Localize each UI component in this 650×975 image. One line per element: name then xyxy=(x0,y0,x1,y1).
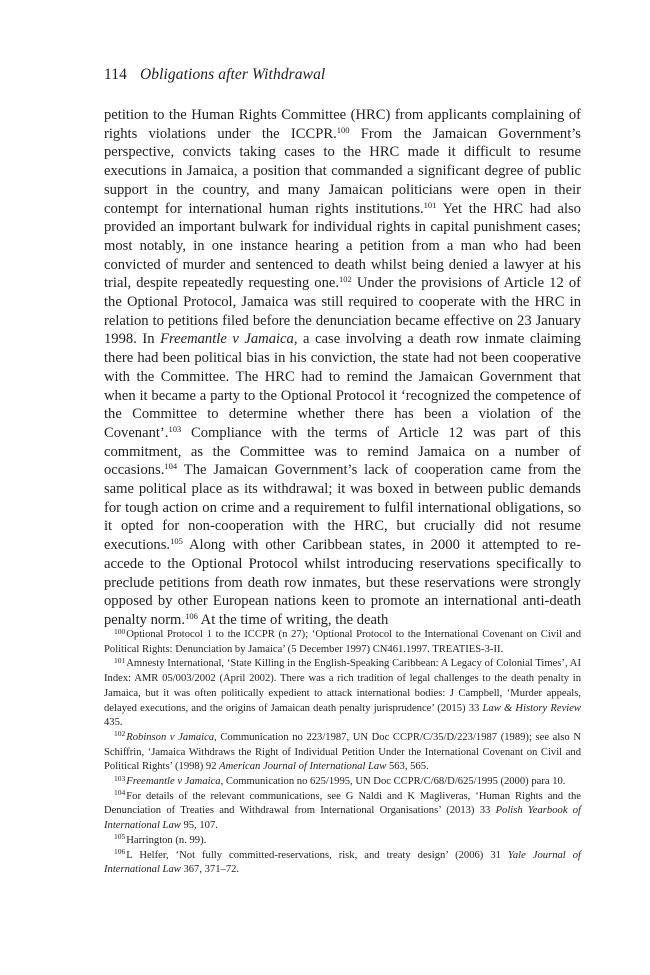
footnote-text: 563, 565. xyxy=(386,761,429,773)
footnote-text: Harrington (n. 99). xyxy=(126,834,207,846)
journal-title: Yale Journal of International Law xyxy=(104,849,581,876)
footnote-105 xyxy=(104,834,581,849)
footnote-text: For details of the relevant communications, see G Naldi and K Magliveras, ‘Human Rights and the Denunciation of Treaties and Withdrawal from International Organisations’ (2013) 33 xyxy=(104,790,581,817)
body-paragraph xyxy=(104,106,581,630)
footnote-text: 95, 107. xyxy=(180,820,218,832)
footnote-text: , Communication no 223/1987, UN Doc CCPR/C/35/D/223/1987 (1989); see also N Schiffrin, ‘Jamaica Withdraws the Right of Individual Petition Under the International Covenant on Civil and Political Rights’ (1998) 92 xyxy=(104,731,581,773)
case-name: Freemantle v Jamaica xyxy=(160,331,294,348)
footnote-marker: 104 xyxy=(114,788,126,798)
footnote-ref-100[interactable]: 100 xyxy=(336,124,350,135)
footnote-102 xyxy=(104,731,581,775)
running-title: Obligations after Withdrawal xyxy=(139,66,326,83)
sentence: petition to the Human Rights Committee (HRC) from applicants complaining of rights violations under the ICCPR. xyxy=(104,107,581,142)
footnote-101 xyxy=(104,657,581,731)
footnote-ref-103[interactable]: 103 xyxy=(168,423,182,434)
sentence: Compliance with the terms of Article 12 was part of this commitment, as the Committee was to remind Jamaica on a number of occasions. xyxy=(104,424,581,479)
footnote-104 xyxy=(104,790,581,834)
sentence: From the Jamaican Government’s perspective, convicts taking cases to the HRC made it difficult to resume executions in Jamaica, a position that commanded a significant degree of public support in the country, and many Jamaican politicians were open in their contempt for international human rights institutions. xyxy=(104,125,581,217)
journal-title: Polish Yearbook of International Law xyxy=(104,805,582,832)
footnote-marker: 106 xyxy=(114,847,126,857)
footnotes xyxy=(104,628,581,878)
main-text xyxy=(104,106,581,630)
footnote-text: L Helfer, ‘Not fully committed-reservations, risk, and treaty design’ (2006) 31 xyxy=(126,849,508,861)
case-name: Robinson v Jamaica xyxy=(126,731,215,743)
footnote-marker: 105 xyxy=(114,832,126,842)
footnote-text: Optional Protocol 1 to the ICCPR (n 27); ‘Optional Protocol to the International Covenant on Civil and Political Rights: Denunciation by Jamaica’ (5 December 1997) CN461.1997. TREATIES-3-II. xyxy=(104,629,581,655)
footnote-marker: 103 xyxy=(114,773,126,783)
footnote-100 xyxy=(104,628,581,657)
footnote-ref-106[interactable]: 106 xyxy=(185,610,198,621)
footnote-text: 367, 371–72. xyxy=(180,864,240,876)
footnote-marker: 100 xyxy=(114,626,126,636)
sentence: At the time of writing, the death xyxy=(197,611,389,628)
page-number: 114 xyxy=(104,66,127,83)
journal-title: Law & History Review xyxy=(482,702,581,714)
footnote-text: 435. xyxy=(104,717,123,729)
sentence: , a case involving a death row inmate claiming there had been political bias in his conviction, the state had not been cooperative with the Committee. The HRC had to remind the Jamaican Government that when it became a party to the Optional Protocol it ‘recognized the competence of the Committee to determine whether there has been a violation of the Covenant’. xyxy=(104,331,581,441)
running-header xyxy=(104,66,325,84)
sentence: Yet the HRC had also provided an important bulwark for individual rights in capital punishment cases; most notably, in one instance hearing a petition from a man who had been convicted of murder and sentenced to death whilst being denied a lawyer at his trial, despite repeatedly requesting one. xyxy=(104,200,581,292)
footnote-ref-105[interactable]: 105 xyxy=(170,536,183,547)
sentence: The Jamaican Government’s lack of cooperation came from the same political place as its withdrawal; it was boxed in between public demands for tough action on crime and a requirement to fulfil international obligations, so it opted for non-cooperation with the HRC, but crucially did not resume executions. xyxy=(104,462,581,554)
sentence: Under the provisions of Article 12 of the Optional Protocol, Jamaica was still required to cooperate with the HRC in relation to petitions filed before the denunciation became effective on 23 January 1998. In xyxy=(104,275,581,348)
footnote-text: , Communication no 625/1995, UN Doc CCPR/C/68/D/625/1995 (2000) para 10. xyxy=(220,776,566,788)
footnote-106 xyxy=(104,849,581,878)
footnote-ref-101[interactable]: 101 xyxy=(423,199,437,210)
footnote-103 xyxy=(104,775,581,790)
footnote-marker: 102 xyxy=(114,729,126,739)
journal-title: American Journal of International Law xyxy=(219,761,387,773)
footnote-ref-102[interactable]: 102 xyxy=(339,274,352,285)
case-name: Freemantle v Jamaica xyxy=(126,776,221,788)
footnote-marker: 101 xyxy=(114,655,126,665)
sentence: Along with other Caribbean states, in 2000 it attempted to re-accede to the Optional Protocol whilst introducing reservations specifically to preclude petitions from death row inmates, but these reservations were strongly opposed by other European nations keen to promote an international anti-death penalty norm. xyxy=(104,537,581,628)
footnote-text: Amnesty International, ‘State Killing in the English-Speaking Caribbean: A Legacy of Colonial Times’, AI Index: AMR 05/003/2002 (April 2002). There was a rich tradition of legal challenges to the death penalty in Jamaica, but it was often politically expedient to attack international bodies: J Campbell, ‘Murder appeals, delayed executions, and the origins of Jamaican death penalty jurisprudence’ (2015) 33 xyxy=(104,658,581,714)
footnote-ref-104[interactable]: 104 xyxy=(164,461,178,472)
